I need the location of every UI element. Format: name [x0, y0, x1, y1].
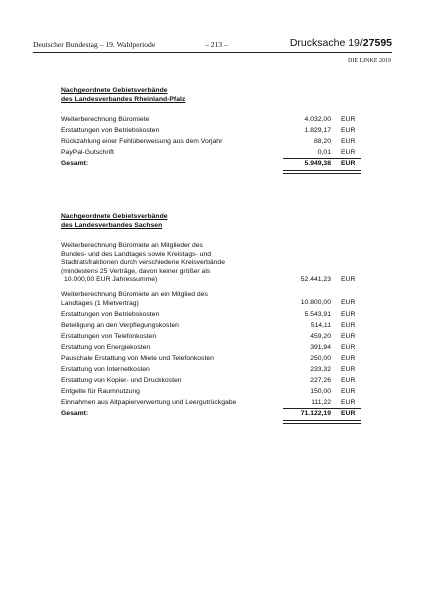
table-row-multiline — [61, 291, 361, 309]
row-currency: EUR — [341, 344, 356, 351]
row-amount: 5.543,91 — [304, 311, 331, 318]
row-label-line: 10.000,00 EUR Jahressumme) — [64, 276, 158, 283]
row-amount: 514,11 — [310, 322, 331, 329]
row-label-line: (mindestens 25 Verträge, davon keiner größer als — [61, 267, 211, 275]
row-label: Weiterberechnung Büromiete — [61, 116, 150, 123]
row-label — [61, 291, 261, 308]
row-label-line: Bundes- und des Landtages sowie Kreistags- und — [61, 250, 212, 258]
row-currency: EUR — [341, 311, 356, 318]
subtotal-rule — [283, 408, 361, 409]
doc-number: 27595 — [362, 37, 392, 49]
section-title — [61, 86, 361, 104]
row-currency: EUR — [341, 333, 356, 340]
row-currency: EUR — [341, 355, 356, 362]
row-label: Erstattungen von Betriebskosten — [61, 127, 160, 134]
section-title-line2: des Landesverbandes Sachsen — [61, 222, 163, 229]
row-currency: EUR — [341, 399, 356, 406]
row-label: Beteiligung an den Verpflegungskosten — [61, 322, 179, 329]
row-label: PayPal-Gutschrift — [61, 149, 114, 156]
document-number — [290, 37, 392, 49]
parliament-label: Deutscher Bundestag – 19. Wahlperiode — [33, 40, 156, 49]
row-currency: EUR — [341, 127, 356, 134]
row-label-line: Stadtratsfraktionen durch verschiedene Kreisverbände — [61, 259, 225, 266]
total-double-rule — [283, 170, 361, 174]
row-label-line: Weiterberechnung Büromiete an Mitglieder des — [61, 242, 203, 249]
row-currency: EUR — [341, 366, 356, 373]
row-label-line: Landtages (1 Mietvertrag) — [61, 299, 139, 307]
row-amount: 459,20 — [310, 333, 331, 340]
row-amount: 88,20 — [313, 138, 331, 145]
page-number: – 213 – — [205, 40, 228, 49]
row-currency: EUR — [341, 149, 356, 156]
section-sachsen — [61, 212, 361, 442]
section-rheinland-pfalz — [61, 86, 361, 186]
row-label: Rückzahlung einer Fehlüberweisung aus dem Vorjahr — [61, 138, 223, 145]
row-currency: EUR — [341, 116, 356, 123]
row-label: Erstattung von Internetkosten — [61, 366, 150, 373]
row-label: Erstattungen von Telefonkosten — [61, 333, 157, 340]
row-currency: EUR — [341, 377, 356, 384]
doc-prefix: Drucksache 19/ — [289, 37, 363, 49]
subtotal-rule — [283, 158, 361, 159]
total-label: Gesamt: — [61, 410, 89, 417]
row-label-line: Weiterberechnung Büromiete an ein Mitglied des — [61, 291, 208, 298]
row-label: Einnahmen aus Altpapierverwertung und Leergutrückgabe — [61, 399, 237, 406]
total-currency: EUR — [341, 160, 356, 167]
row-label: Erstattungen von Betriebskosten — [61, 311, 160, 318]
row-amount: 150,00 — [310, 388, 331, 395]
section-title-line1: Nachgeordnete Gebietsverbände — [61, 87, 168, 94]
row-amount: 1.829,17 — [304, 127, 331, 134]
row-amount: 227,26 — [310, 377, 331, 384]
row-label: Pauschale Erstattung von Miete und Telefonkosten — [61, 355, 214, 362]
total-label: Gesamt: — [61, 160, 89, 167]
row-amount: 52.441,23 — [300, 276, 331, 283]
total-amount: 71.122,19 — [300, 410, 331, 417]
row-amount: 233,32 — [310, 366, 331, 373]
row-amount: 250,00 — [310, 355, 331, 362]
row-currency: EUR — [341, 138, 356, 145]
header-rule — [33, 52, 392, 53]
total-double-rule — [283, 420, 361, 424]
row-currency: EUR — [341, 322, 356, 329]
section-title-line2: des Landesverbandes Rheinland-Pfalz — [61, 96, 186, 103]
row-amount: 10.800,00 — [300, 299, 331, 306]
row-label: Erstattung von Energiekosten — [61, 344, 151, 351]
total-amount: 5.949,38 — [304, 160, 331, 167]
row-label: Entgelte für Raumnutzung — [61, 388, 140, 395]
section-title-line1: Nachgeordnete Gebietsverbände — [61, 213, 168, 220]
report-subheader: DIE LINKE 2019 — [348, 58, 391, 64]
table-row-multiline — [61, 242, 361, 286]
row-label — [61, 242, 261, 285]
row-currency: EUR — [341, 388, 356, 395]
total-currency: EUR — [341, 410, 356, 417]
row-amount: 0,01 — [317, 149, 331, 156]
row-amount: 391,94 — [310, 344, 331, 351]
row-currency: EUR — [341, 299, 356, 306]
row-label: Erstattung von Kopier- und Druckkosten — [61, 377, 182, 384]
row-currency: EUR — [341, 276, 356, 283]
section-title — [61, 212, 361, 230]
page-header — [33, 37, 392, 51]
row-amount: 4.032,00 — [304, 116, 331, 123]
row-amount: 111,22 — [311, 399, 331, 406]
